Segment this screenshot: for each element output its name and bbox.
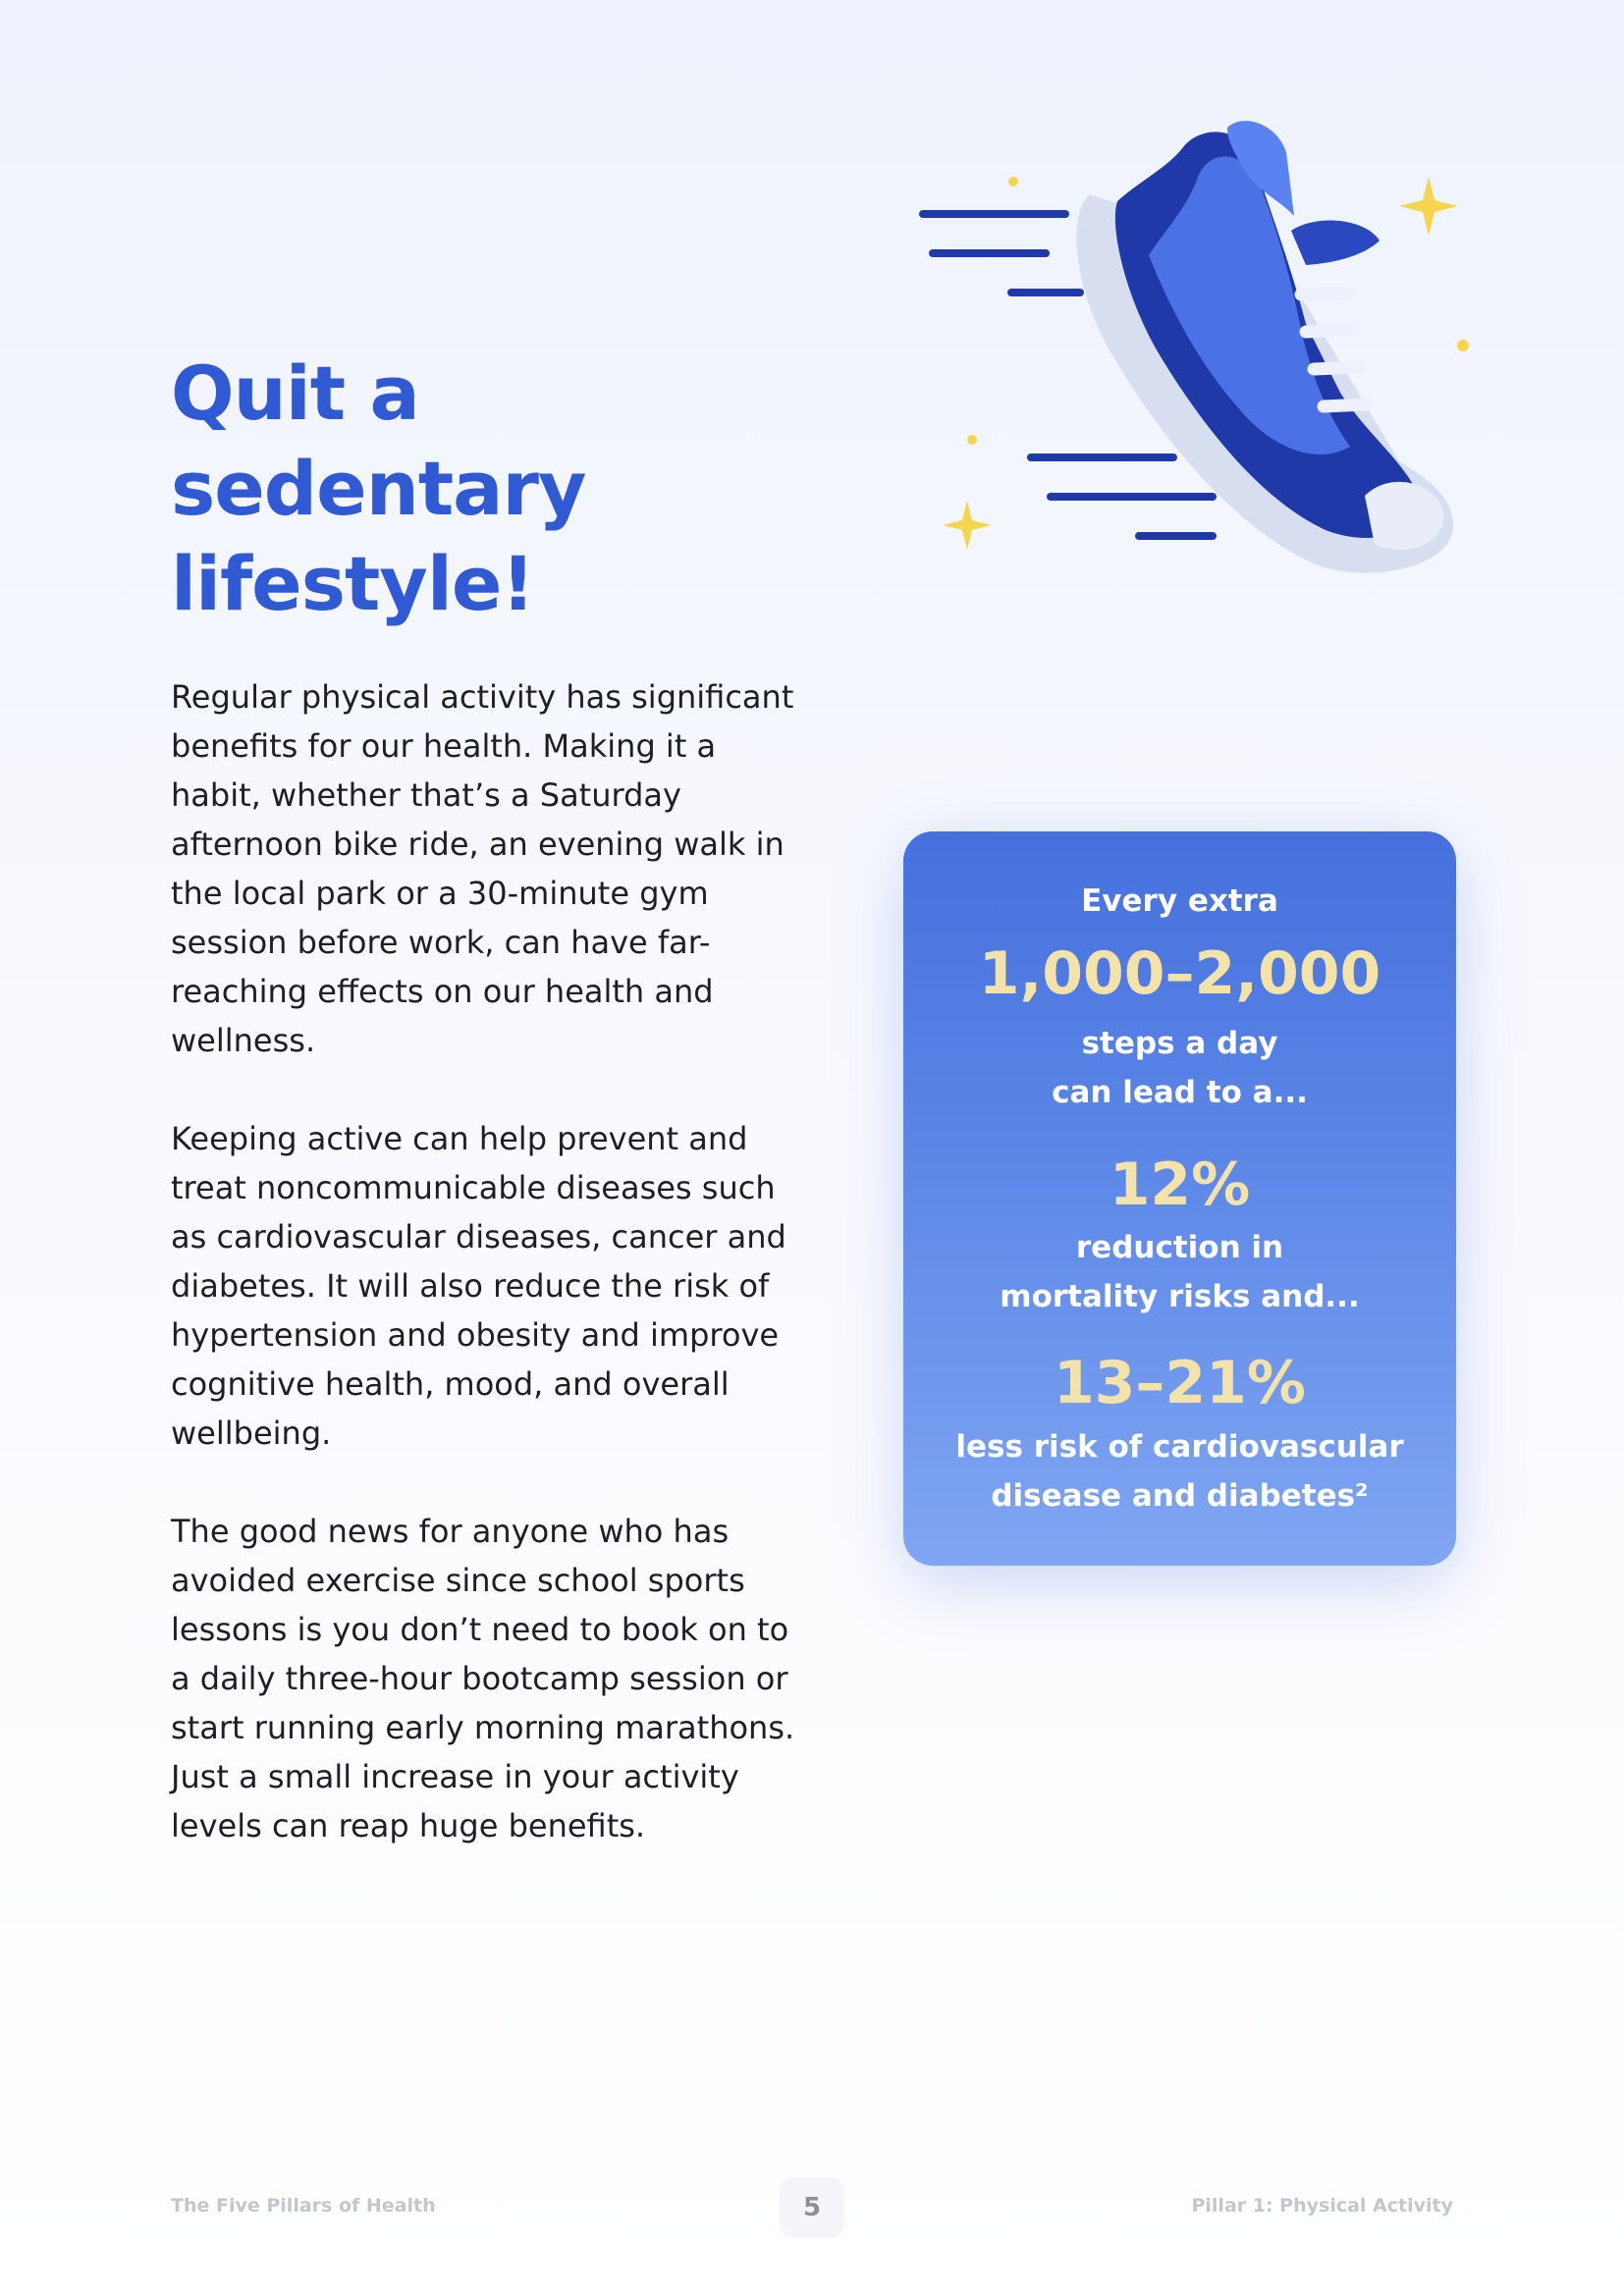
- footer-document-title: The Five Pillars of Health: [171, 2195, 436, 2216]
- steps-value: 1,000–2,000: [978, 939, 1381, 1008]
- page-title: Quit a sedentary lifestyle!: [171, 349, 586, 627]
- mortality-label-line2: mortality risks and...: [1000, 1279, 1360, 1314]
- mortality-label-line1: reduction in: [1075, 1230, 1284, 1265]
- paragraph: The good news for anyone who has avoided exercise since school sports lessons is you don’t need to book on to a daily three-hour bootcamp session or start running early morning marathons. Just a small increase in your activity levels can reap huge benefits.: [171, 1513, 795, 1844]
- paragraph: Keeping active can help prevent and treat noncommunicable diseases such as cardiovascular diseases, cancer and diabetes. It will also reduce the risk of hypertension and obesity and improve cognitive health, mood, and overall wellbeing.: [171, 1120, 786, 1452]
- running-shoe-icon: [903, 108, 1473, 589]
- footer-section-title: Pillar 1: Physical Activity: [1191, 2195, 1453, 2216]
- steps-label-line1: steps a day: [1081, 1026, 1278, 1061]
- risk-label-line1: less risk of cardiovascular: [955, 1429, 1404, 1465]
- risk-label-line2: disease and diabetes²: [991, 1478, 1369, 1514]
- paragraph: Regular physical activity has significant benefits for our health. Making it a habit, whether that’s a Saturday afternoon bike ride, an evening walk in the local park or a 30-minute gym session before work, can have far-reaching effects on our health and wellness.: [171, 678, 794, 1059]
- shoe-tongue: [1291, 221, 1380, 265]
- mortality-value: 12%: [1109, 1150, 1251, 1219]
- page-number: 5: [780, 2177, 844, 2238]
- steps-label-line2: can lead to a...: [1052, 1075, 1308, 1110]
- stats-card: [903, 831, 1456, 1566]
- risk-value: 13–21%: [1053, 1349, 1307, 1417]
- stats-intro: Every extra: [1081, 883, 1278, 919]
- body-text: [171, 672, 799, 1899]
